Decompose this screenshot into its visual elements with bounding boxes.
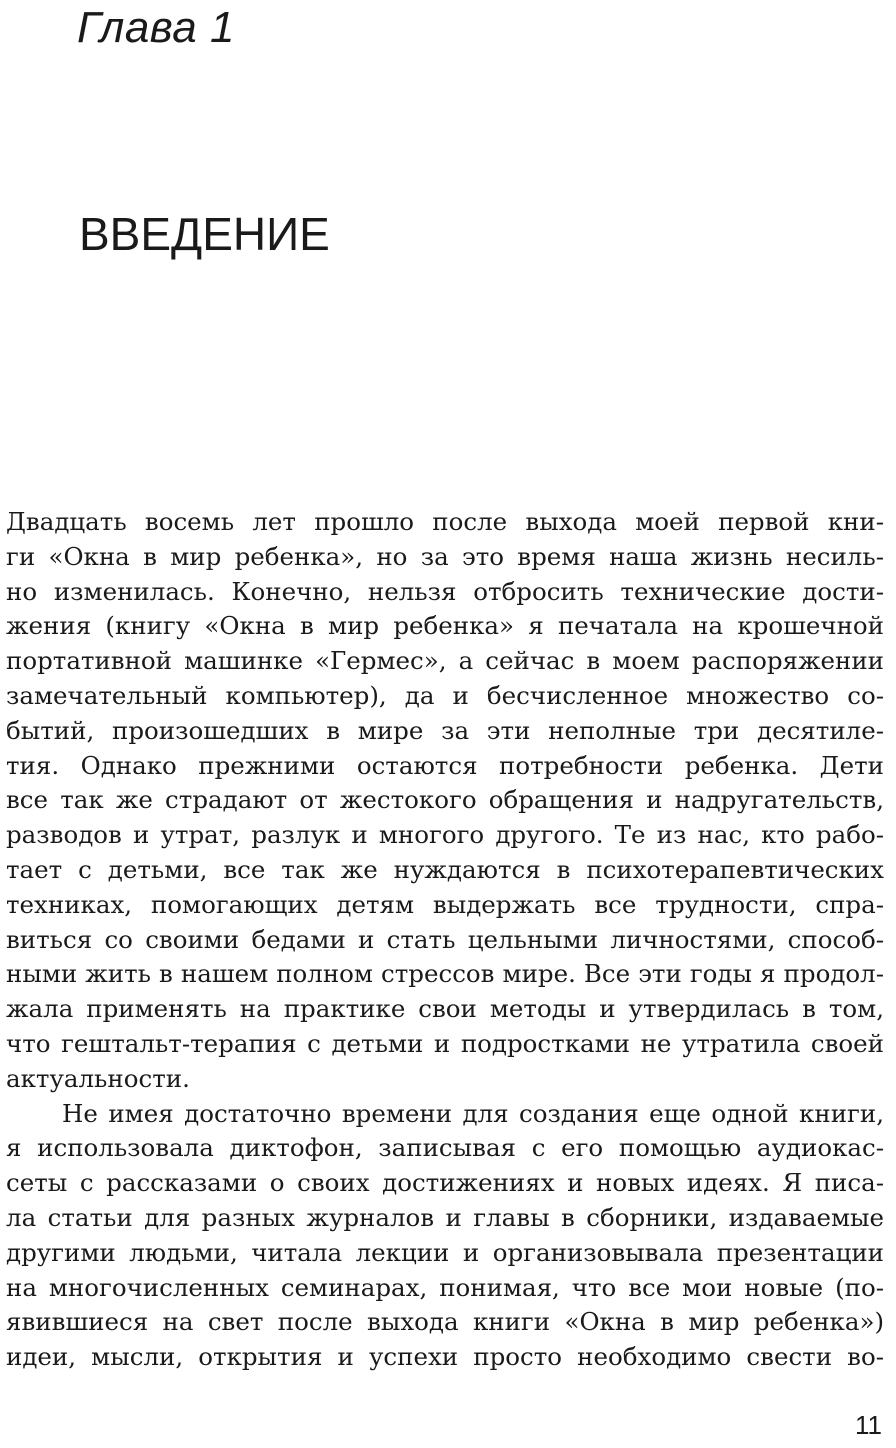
text-line: все так же страдают от жестокого обращения и надругательств, (6, 785, 884, 815)
text-line: что гештальт-терапия с детьми и подростками не утратила своей (6, 1028, 884, 1058)
text-line: идеи, мысли, открытия и успехи просто необходимо свести во- (6, 1342, 884, 1372)
text-line: жала применять на практике свои методы и утвердилась в том, (6, 994, 884, 1024)
text-line: но изменилась. Конечно, нельзя отбросить технические дости- (6, 576, 884, 606)
text-line: тия. Однако прежними остаются потребности ребенка. Дети (6, 750, 884, 780)
text-line: тает с детьми, все так же нуждаются в психотерапевтических (6, 854, 884, 884)
text-line: на многочисленных семинарах, понимая, что все мои новые (по- (6, 1272, 884, 1302)
chapter-title: ВВЕДЕНИЕ (79, 208, 330, 260)
text-line: другими людьми, читала лекции и организовывала презентации (6, 1237, 884, 1267)
page-number: 11 (855, 1410, 882, 1440)
text-line: я использовала диктофон, записывая с его помощью аудиокас- (6, 1133, 884, 1163)
text-line: Двадцать восемь лет прошло после выхода моей первой кни- (6, 507, 884, 536)
text-line: актуальности. (6, 1063, 190, 1093)
text-line: ги «Окна в мир ребенка», но за это время наша жизнь несиль- (6, 541, 884, 571)
text-line: виться со своими бедами и стать цельными личностями, способ- (6, 924, 884, 954)
text-line: ла статьи для разных журналов и главы в сборники, издаваемые (6, 1202, 884, 1232)
text-line: техниках, помогающих детям выдержать все трудности, спра- (6, 889, 884, 919)
text-line: жения (книгу «Окна в мир ребенка» я печатала на крошечной (6, 611, 884, 641)
text-line: бытий, произошедших в мире за эти неполные три десятиле- (6, 715, 884, 745)
text-line: сеты с рассказами о своих достижениях и новых идеях. Я писа- (6, 1168, 884, 1198)
text-line: Не имея достаточно времени для создания еще одной книги, (62, 1098, 884, 1128)
text-line: портативной машинке «Гермес», а сейчас в моем распоряжении (6, 646, 884, 676)
body-text (6, 505, 884, 1375)
text-line: ными жить в нашем полном стрессов мире. Все эти годы я продол- (6, 959, 884, 989)
text-line: явившиеся на свет после выхода книги «Окна в мир ребенка») (6, 1307, 884, 1337)
text-line: замечательный компьютер), да и бесчисленное множество со- (6, 680, 884, 710)
text-line: разводов и утрат, разлук и многого другого. Те из нас, кто рабо- (6, 820, 884, 850)
chapter-label: Глава 1 (77, 3, 235, 52)
